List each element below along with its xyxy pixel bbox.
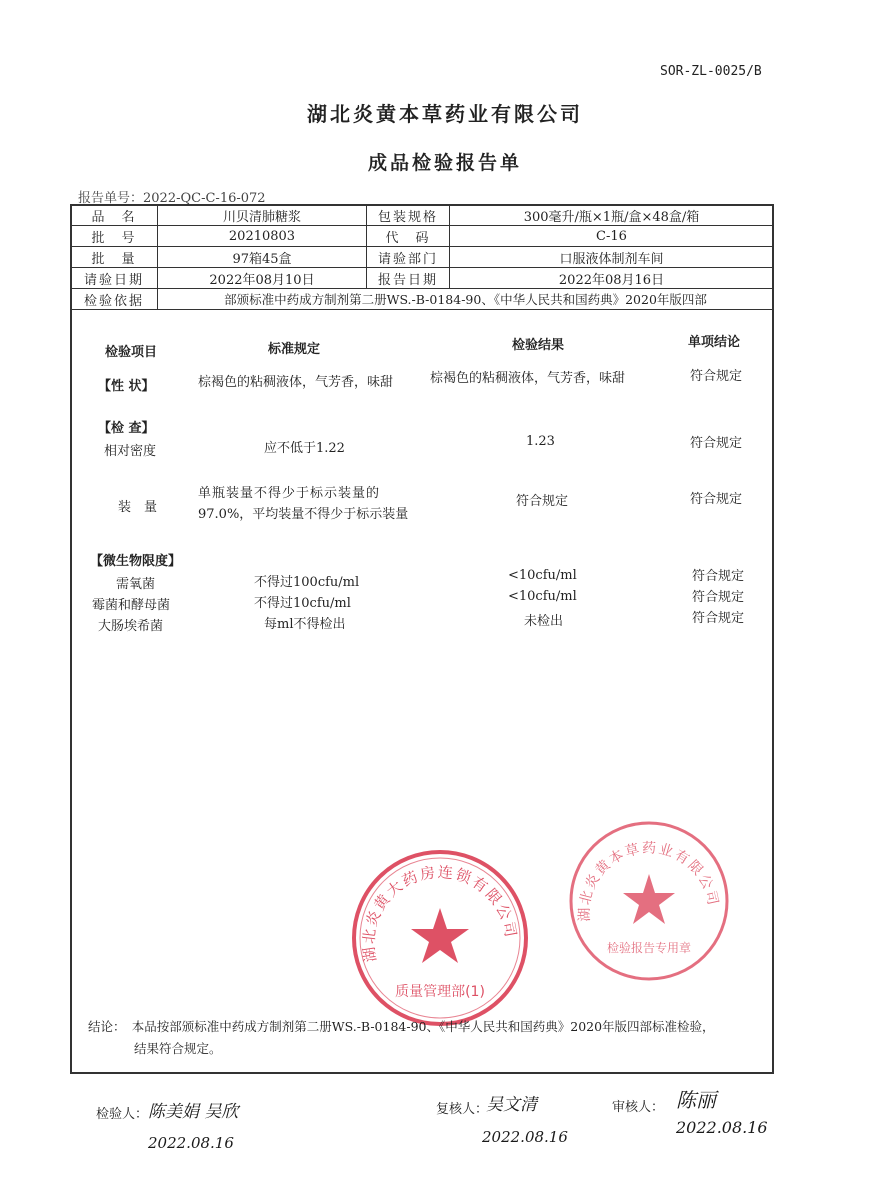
document-code: SOR-ZL-0025/B bbox=[660, 64, 762, 79]
basis-label: 检验依据 bbox=[71, 289, 158, 310]
density-standard: 应不低于1.22 bbox=[264, 441, 345, 456]
inspection-report-stamp bbox=[566, 818, 732, 984]
header-item: 检验项目 bbox=[105, 345, 158, 360]
rep-date-label: 报告日期 bbox=[367, 268, 450, 289]
table-row bbox=[71, 226, 774, 247]
reviewer-label: 复核人： bbox=[436, 1102, 489, 1117]
auditor-label: 审核人： bbox=[612, 1100, 665, 1115]
page-title: 成品检验报告单 bbox=[367, 152, 522, 174]
basis-value: 部颁标准中药成方制剂第二册WS.-B-0184-90、《中华人民共和国药典》2020年版四部 bbox=[158, 289, 774, 310]
code-value: C-16 bbox=[450, 226, 774, 247]
svg-text:湖北炎黄大药房连锁有限公司: 湖北炎黄大药房连锁有限公司 bbox=[359, 862, 521, 964]
product-value: 川贝清肺糖浆 bbox=[158, 205, 367, 226]
fill-conclusion: 符合规定 bbox=[690, 492, 743, 507]
batch-label: 批 号 bbox=[71, 226, 158, 247]
auditor-signature: 陈丽 bbox=[676, 1088, 716, 1112]
section-micro: 【微生物限度】 bbox=[90, 554, 182, 569]
density-item: 相对密度 bbox=[104, 444, 157, 459]
code-label: 代 码 bbox=[367, 226, 450, 247]
appearance-standard: 棕褐色的粘稠液体，气芳香，味甜 bbox=[198, 375, 394, 390]
reviewer-signature: 吴文清 bbox=[486, 1095, 537, 1115]
section-inspection: 【检 查】 bbox=[98, 421, 155, 436]
batch-value: 20210803 bbox=[158, 226, 367, 247]
header-standard: 标准规定 bbox=[268, 342, 321, 357]
info-table bbox=[70, 204, 774, 310]
aerobic-conclusion: 符合规定 bbox=[692, 569, 745, 584]
aerobic-standard: 不得过100cfu/ml bbox=[254, 575, 360, 590]
quality-dept-stamp bbox=[348, 846, 532, 1030]
company-name: 湖北炎黄本草药业有限公司 bbox=[307, 102, 583, 126]
reviewer-date: 2022.08.16 bbox=[482, 1128, 568, 1146]
table-row bbox=[71, 268, 774, 289]
section-appearance: 【性 状】 bbox=[98, 379, 155, 394]
conclusion-line1: 结论： 本品按部颁标准中药成方制剂第二册WS.-B-0184-90、《中华人民共和国药典》2020年版四部标准检验， bbox=[88, 1019, 715, 1034]
density-conclusion: 符合规定 bbox=[690, 436, 743, 451]
pack-value: 300毫升/瓶×1瓶/盒×48盒/箱 bbox=[450, 205, 774, 226]
fill-standard-line2: 97.0%，平均装量不得少于标示装量 bbox=[198, 507, 409, 522]
svg-text:检验报告专用章: 检验报告专用章 bbox=[606, 941, 692, 955]
mold-conclusion: 符合规定 bbox=[692, 590, 745, 605]
aerobic-item: 需氧菌 bbox=[116, 577, 156, 592]
auditor-date: 2022.08.16 bbox=[676, 1118, 768, 1137]
svg-text:湖北炎黄本草药业有限公司: 湖北炎黄本草药业有限公司 bbox=[576, 840, 722, 922]
table-row bbox=[71, 247, 774, 268]
inspector-date: 2022.08.16 bbox=[148, 1134, 234, 1152]
inspector-signature: 陈美娟 吴欣 bbox=[148, 1102, 239, 1122]
conclusion-line2: 结果符合规定。 bbox=[134, 1041, 222, 1056]
pack-label: 包装规格 bbox=[367, 205, 450, 226]
mold-standard: 不得过10cfu/ml bbox=[254, 596, 351, 611]
appearance-result: 棕褐色的粘稠液体，气芳香，味甜 bbox=[430, 371, 626, 386]
req-date-label: 请验日期 bbox=[71, 268, 158, 289]
dept-label: 请验部门 bbox=[367, 247, 450, 268]
table-row bbox=[71, 289, 774, 310]
svg-text:质量管理部(1): 质量管理部(1) bbox=[395, 984, 485, 1000]
req-date-value: 2022年08月10日 bbox=[158, 268, 367, 289]
ecoli-result: 未检出 bbox=[524, 614, 564, 629]
header-conclusion: 单项结论 bbox=[688, 335, 741, 350]
fill-result: 符合规定 bbox=[516, 494, 569, 509]
mold-result: <10cfu/ml bbox=[508, 589, 577, 604]
report-number: 报告单号：2022-QC-C-16-072 bbox=[78, 191, 266, 206]
ecoli-standard: 每ml不得检出 bbox=[264, 617, 346, 632]
table-row bbox=[71, 205, 774, 226]
qty-label: 批 量 bbox=[71, 247, 158, 268]
qty-value: 97箱45盒 bbox=[158, 247, 367, 268]
header-result: 检验结果 bbox=[512, 338, 565, 353]
density-result: 1.23 bbox=[526, 434, 555, 449]
conclusion-block bbox=[88, 1016, 768, 1060]
fill-standard-line1: 单瓶装量不得少于标示装量的 bbox=[198, 486, 381, 501]
dept-value: 口服液体制剂车间 bbox=[450, 247, 774, 268]
fill-item: 装 量 bbox=[118, 500, 158, 515]
ecoli-conclusion: 符合规定 bbox=[692, 611, 745, 626]
rep-date-value: 2022年08月16日 bbox=[450, 268, 774, 289]
ecoli-item: 大肠埃希菌 bbox=[98, 619, 164, 634]
product-label: 品 名 bbox=[71, 205, 158, 226]
aerobic-result: <10cfu/ml bbox=[508, 568, 577, 583]
inspector-label: 检验人： bbox=[96, 1107, 149, 1122]
appearance-conclusion: 符合规定 bbox=[690, 369, 743, 384]
mold-item: 霉菌和酵母菌 bbox=[92, 598, 171, 613]
